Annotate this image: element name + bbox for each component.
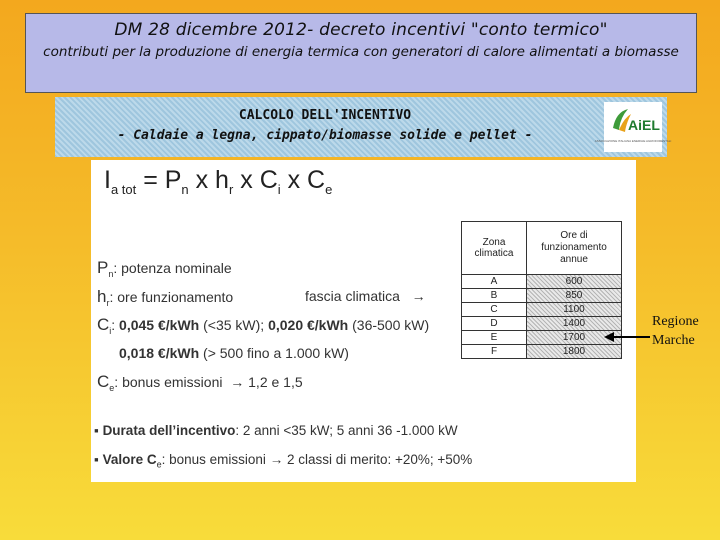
calc-title: CALCOLO DELL'INCENTIVO	[238, 108, 412, 123]
incentive-formula: $I_{a tot} = P_n$ x $h_r$ x $C_i$ x $C_e$	[104, 166, 333, 197]
page-subtitle: contributi per la produzione di energia termica con generatori di calore alimentati a biomasse	[43, 44, 679, 60]
table-row: C 1100	[462, 303, 622, 317]
aiel-logo-icon	[594, 102, 672, 152]
table-row: F 1800	[462, 345, 622, 359]
table-row: D 1400	[462, 317, 622, 331]
content-panel	[91, 160, 636, 482]
table-header-zone: Zona climatica	[462, 222, 527, 275]
arrow-right-icon: →	[269, 452, 284, 467]
page-title: DM 28 dicembre 2012- decreto incentivi "conto termico"	[114, 20, 608, 40]
arrow-right-icon: →	[411, 288, 426, 304]
table-row: E 1700	[462, 331, 622, 345]
table-row: B 850	[462, 289, 622, 303]
hr-line: $h_r$: ore funzionamento	[97, 287, 234, 308]
ci-line: $C_i$: 0,045 €/kWh (<35 kW); 0,020 €/kWh (36-500 kW)	[97, 315, 430, 336]
fascia-label: fascia climatica →	[305, 288, 426, 304]
title-box	[25, 13, 697, 93]
calc-subtitle: - Caldaie a legna, cippato/biomasse solide e pellet -	[117, 128, 533, 143]
arrow-left-icon	[604, 331, 650, 343]
bullet-icon: ▪	[94, 423, 99, 438]
climate-zone-table	[461, 221, 622, 359]
bullet-durata: ▪ Durata dell’incentivo: 2 anni <35 kW; 5 anni 36 -1.000 kW	[94, 423, 458, 438]
bullet-icon: ▪	[94, 452, 99, 467]
regione-marche-label: Regione Marche	[652, 314, 699, 348]
calc-banner	[55, 97, 672, 157]
bullet-valore: ▪ Valore $C_e$: bonus emissioni → 2 classi di merito: +20%; +50%	[94, 452, 473, 470]
aiel-logo-text: AiEL	[628, 117, 660, 133]
table-header-hours: Ore di funzionamento annue	[527, 222, 622, 275]
ci-line-2: 0,018 €/kWh (> 500 fino a 1.000 kW)	[119, 345, 349, 361]
pn-line: $P_n$: potenza nominale	[97, 258, 232, 279]
arrow-right-icon: →	[230, 374, 245, 390]
table-row: A 600	[462, 275, 622, 289]
aiel-logo-caption: ASSOCIAZIONE ITALIANA ENERGIE AGROFORESTALI	[594, 139, 672, 143]
ce-line: $C_e$: bonus emissioni → 1,2 e 1,5	[97, 372, 303, 393]
